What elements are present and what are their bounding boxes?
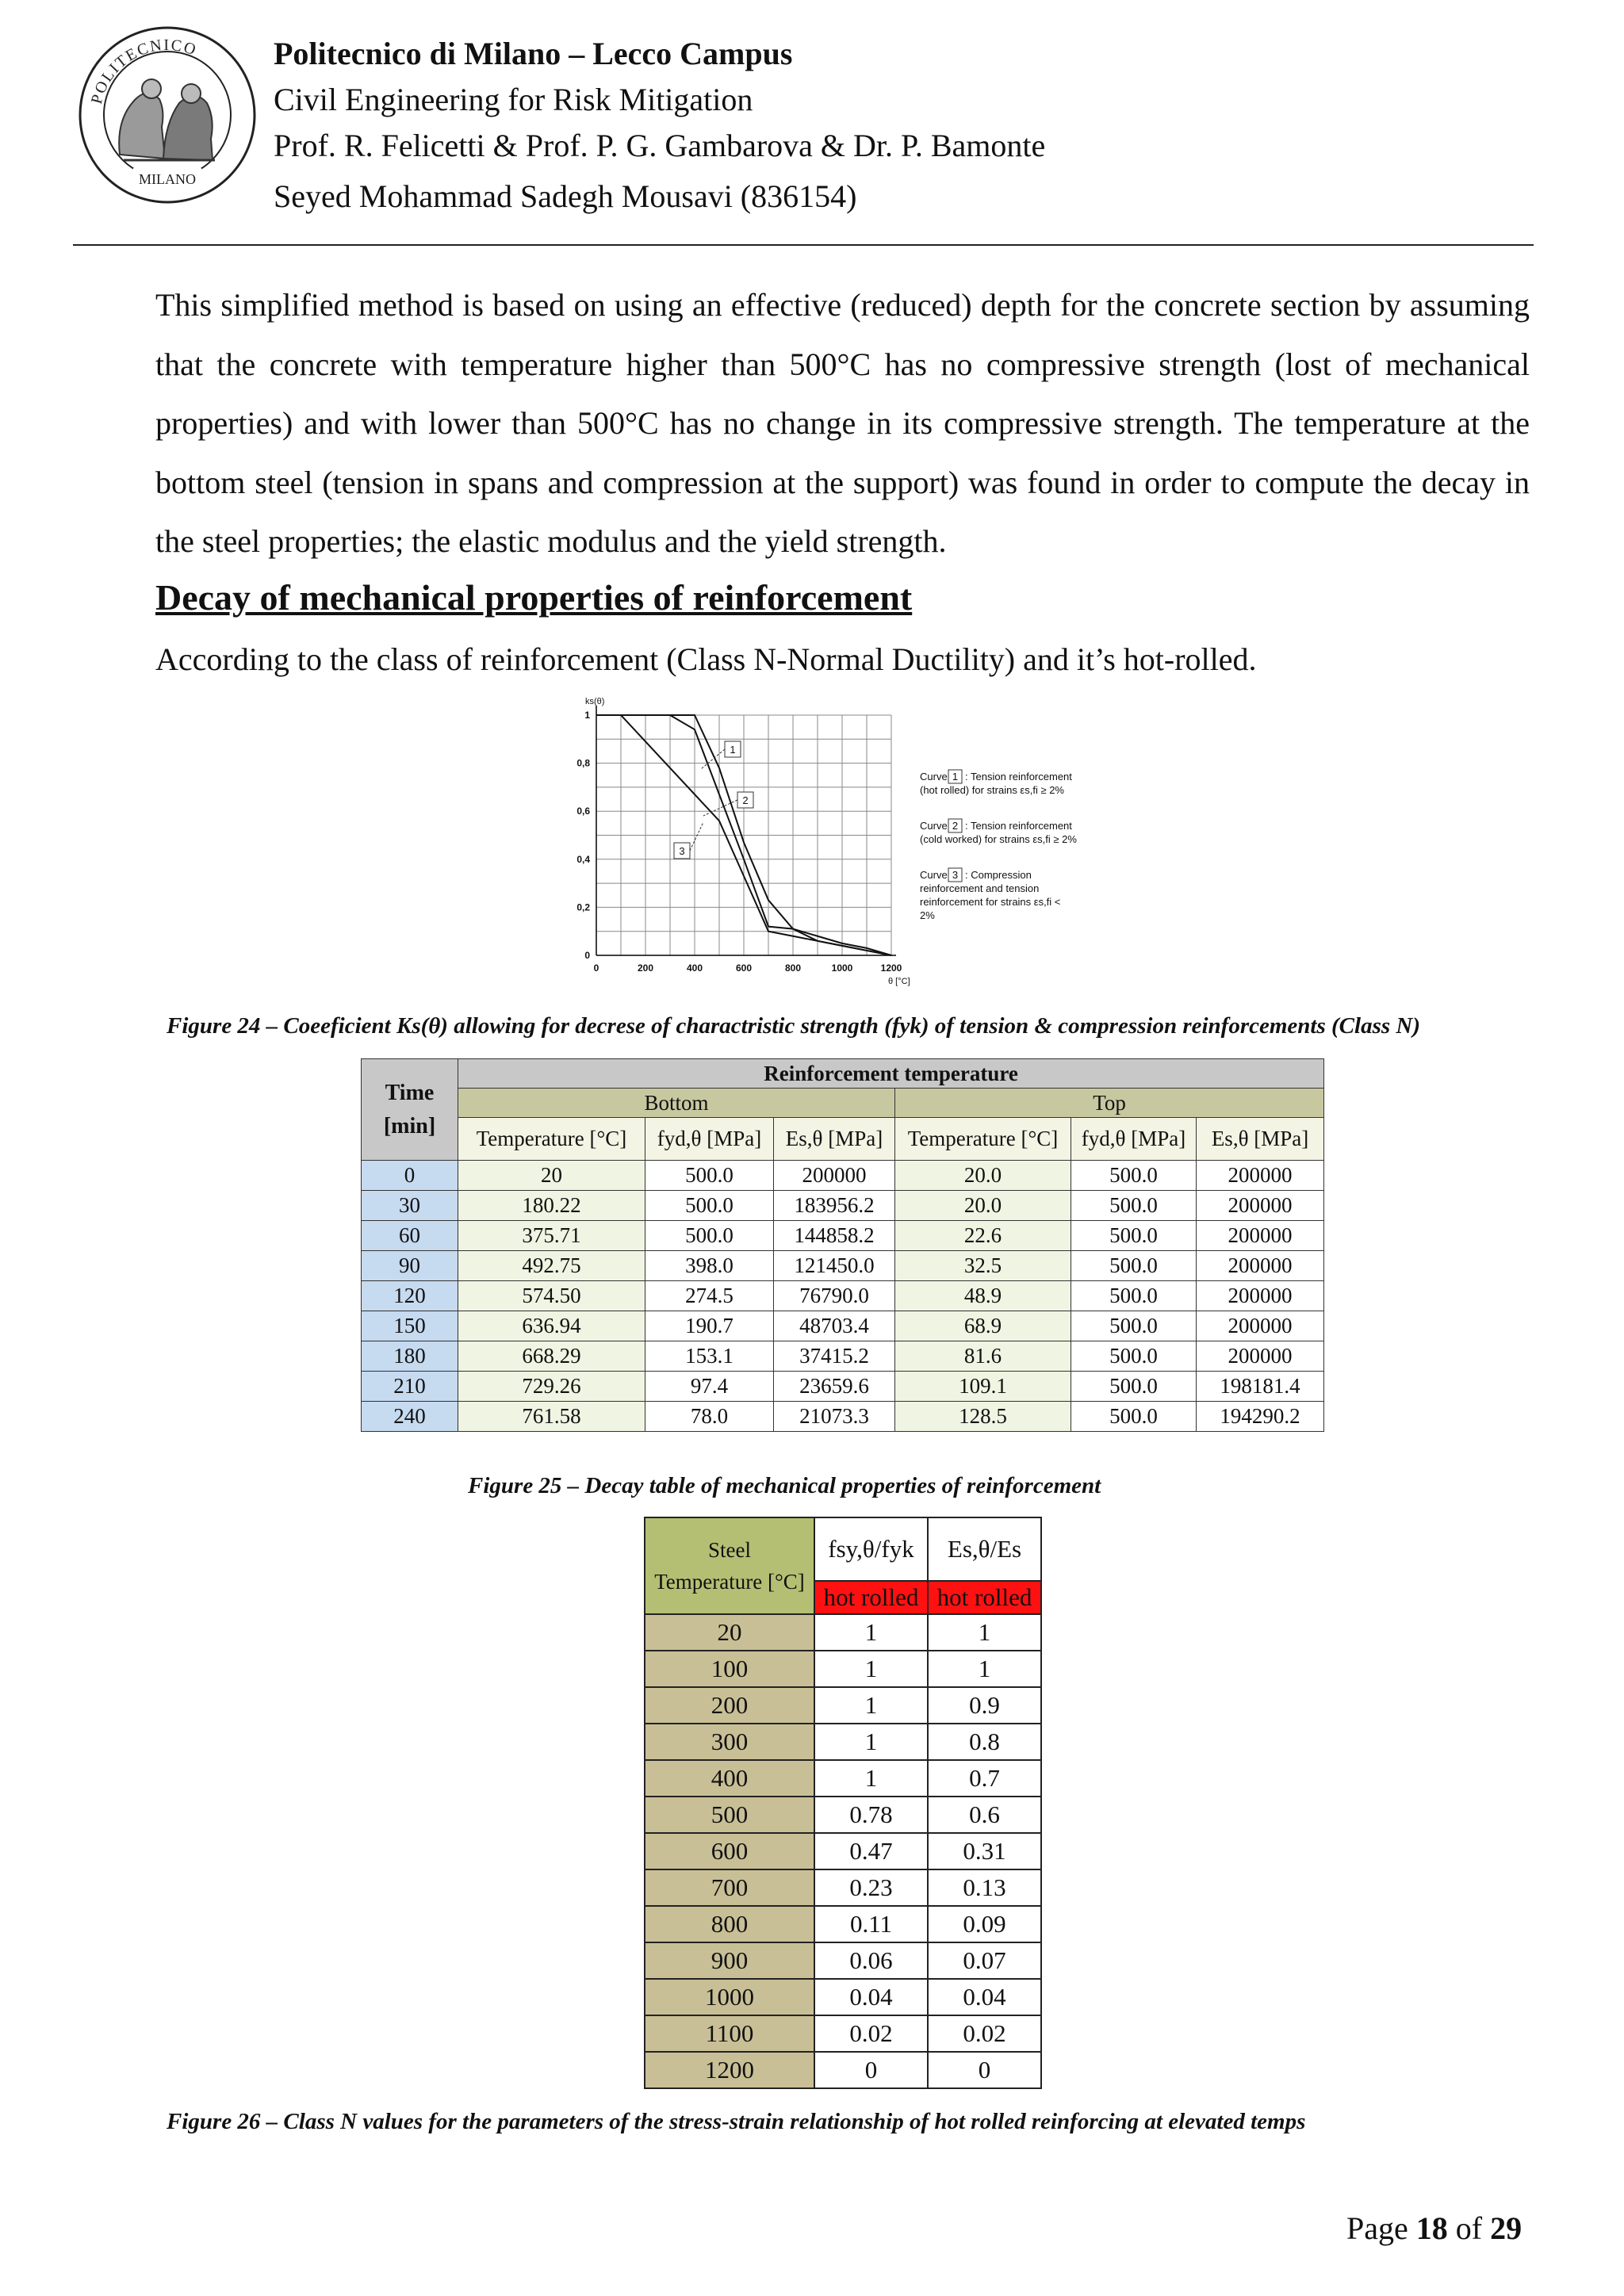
temperature-cell: 600	[645, 1833, 814, 1869]
legend-text: (hot rolled) for strains εs,fi ≥ 2%	[920, 784, 1064, 796]
table-row	[645, 1833, 1041, 1869]
table-cell: 37415.2	[774, 1341, 895, 1372]
temperature-cell: 20	[645, 1614, 814, 1651]
y-tick-label: 0,2	[576, 901, 590, 913]
group-bottom: Bottom	[458, 1089, 895, 1118]
chart-legend	[920, 770, 1077, 921]
table-cell: 22.6	[895, 1221, 1071, 1251]
logo-text-bottom: MILANO	[139, 171, 196, 187]
legend-text: reinforcement and tension	[920, 882, 1040, 894]
table-cell: 76790.0	[774, 1281, 895, 1311]
x-tick-label: 1200	[880, 962, 902, 974]
ratio-cell: 1	[814, 1687, 928, 1724]
table-row	[645, 2015, 1041, 2052]
time-cell: 210	[362, 1372, 458, 1402]
ratio-cell: 0	[928, 2052, 1041, 2088]
table-row	[645, 1614, 1041, 1651]
legend-text: : Tension reinforcement	[965, 820, 1072, 832]
table-cell: 153.1	[645, 1341, 774, 1372]
table-row	[362, 1311, 1324, 1341]
table-row	[362, 1372, 1324, 1402]
time-cell: 30	[362, 1191, 458, 1221]
temperature-cell: 400	[645, 1760, 814, 1797]
table-cell: 198181.4	[1197, 1372, 1324, 1402]
temperature-cell: 800	[645, 1906, 814, 1942]
page-number: Page 18 of 29	[1346, 2210, 1522, 2246]
column-header: fyd,θ [MPa]	[1071, 1118, 1197, 1161]
table-row	[362, 1402, 1324, 1432]
leader-line	[690, 822, 703, 851]
table-row	[645, 1760, 1041, 1797]
y-axis-label: ks(θ)	[585, 697, 605, 706]
table-cell: 500.0	[645, 1191, 774, 1221]
university-seal-logo	[76, 24, 259, 206]
ratio-cell: 0.04	[814, 1979, 928, 2015]
time-cell: 0	[362, 1161, 458, 1191]
table-cell: 128.5	[895, 1402, 1071, 1432]
table-row	[645, 1687, 1041, 1724]
table-row	[645, 1906, 1041, 1942]
steel-temperature-header: Steel Temperature [°C]	[645, 1517, 814, 1614]
ks-theta-chart	[565, 691, 1167, 993]
temperature-cell: 900	[645, 1942, 814, 1979]
header-author: Seyed Mohammad Sadegh Mousavi (836154)	[274, 178, 857, 214]
table-row	[362, 1281, 1324, 1311]
table-row	[645, 2052, 1041, 2088]
table-cell: 500.0	[1071, 1161, 1197, 1191]
table-cell: 20.0	[895, 1161, 1071, 1191]
ratio-cell: 0.9	[928, 1687, 1041, 1724]
intro-paragraph: This simplified method is based on using an effective (reduced) depth for the concrete section by assuming that the concrete with temperature higher than 500°C has no compressive strength (lost of mechanical properties) and with lower than 500°C has no change in its compressive strength. The temperature at the bottom steel (tension in spans and compression at the support) was found in order to compute the decay in the steel properties; the elastic modulus and the yield strength.	[155, 287, 1530, 559]
table-row	[362, 1161, 1324, 1191]
x-tick-label: 1000	[831, 962, 853, 974]
temperature-cell: 100	[645, 1651, 814, 1687]
table-cell: 200000	[1197, 1251, 1324, 1281]
hot-rolled-label: hot rolled	[814, 1581, 928, 1614]
curve-label-2: 2	[742, 794, 749, 806]
time-cell: 180	[362, 1341, 458, 1372]
table-row	[362, 1251, 1324, 1281]
legend-text: 2%	[920, 909, 935, 921]
figure-26-caption: Figure 26 – Class N values for the parameters of the stress-strain relationship of hot rolled reinforcing at elevated temps	[167, 2109, 1306, 2134]
table-cell: 500.0	[1071, 1341, 1197, 1372]
legend-curve-number: 3	[952, 869, 959, 881]
y-tick-label: 0,6	[576, 806, 590, 817]
table-cell: 97.4	[645, 1372, 774, 1402]
table-cell: 200000	[1197, 1311, 1324, 1341]
ratio-cell: 0.06	[814, 1942, 928, 1979]
temperature-cell: 1200	[645, 2052, 814, 2088]
section-heading: Decay of mechanical properties of reinforcement	[155, 577, 913, 618]
x-axis-label: θ [°C]	[888, 977, 910, 986]
table-cell: 636.94	[458, 1311, 645, 1341]
time-cell: 240	[362, 1402, 458, 1432]
legend-curve-number: 1	[952, 771, 959, 783]
time-header: Time [min]	[362, 1059, 458, 1161]
table-cell: 200000	[1197, 1221, 1324, 1251]
figure-24-caption: Figure 24 – Coeeficient Ks(θ) allowing for decrese of charactristic strength (fyk) of tension & compression reinforcements (Class N)	[167, 1013, 1420, 1039]
section-text: According to the class of reinforcement (Class N-Normal Ductility) and it’s hot-rolled.	[155, 641, 1257, 677]
x-tick-label: 200	[637, 962, 654, 974]
table-cell: 21073.3	[774, 1402, 895, 1432]
table-cell: 32.5	[895, 1251, 1071, 1281]
table-cell: 23659.6	[774, 1372, 895, 1402]
table-cell: 500.0	[1071, 1402, 1197, 1432]
ratio-cell: 0.13	[928, 1869, 1041, 1906]
reinforcement-table-title: Reinforcement temperature	[458, 1059, 1324, 1089]
table-cell: 375.71	[458, 1221, 645, 1251]
ratio-cell: 0.6	[928, 1797, 1041, 1833]
ratio-cell: 1	[814, 1760, 928, 1797]
ratio-cell: 0.31	[928, 1833, 1041, 1869]
class-n-values-table	[644, 1517, 1042, 2089]
table-row	[645, 1724, 1041, 1760]
table-row	[645, 1869, 1041, 1906]
table-cell: 48703.4	[774, 1311, 895, 1341]
table-row	[645, 1942, 1041, 1979]
table-cell: 398.0	[645, 1251, 774, 1281]
chart-grid	[596, 715, 891, 955]
table-row	[645, 1797, 1041, 1833]
legend-prefix: Curve	[920, 869, 948, 881]
ratio-cell: 0.02	[814, 2015, 928, 2052]
table-cell: 500.0	[645, 1221, 774, 1251]
table-cell: 183956.2	[774, 1191, 895, 1221]
temperature-cell: 500	[645, 1797, 814, 1833]
temperature-cell: 300	[645, 1724, 814, 1760]
y-tick-label: 0,8	[576, 757, 590, 769]
table-cell: 190.7	[645, 1311, 774, 1341]
table-cell: 200000	[1197, 1341, 1324, 1372]
legend-text: reinforcement for strains εs,fi <	[920, 896, 1061, 908]
ratio-cell: 0.8	[928, 1724, 1041, 1760]
figure-25-caption: Figure 25 – Decay table of mechanical properties of reinforcement	[468, 1473, 1101, 1498]
table-cell: 668.29	[458, 1341, 645, 1372]
table-cell: 574.50	[458, 1281, 645, 1311]
column-header: Es,θ [MPa]	[774, 1118, 895, 1161]
header-program: Civil Engineering for Risk Mitigation	[274, 82, 753, 117]
ratio-cell: 0.78	[814, 1797, 928, 1833]
ratio-cell: 0.7	[928, 1760, 1041, 1797]
column-header: Temperature [°C]	[895, 1118, 1071, 1161]
table-cell: 78.0	[645, 1402, 774, 1432]
table-cell: 492.75	[458, 1251, 645, 1281]
time-cell: 90	[362, 1251, 458, 1281]
ratio-cell: 0	[814, 2052, 928, 2088]
ratio-cell: 1	[928, 1614, 1041, 1651]
table-cell: 500.0	[1071, 1251, 1197, 1281]
table-cell: 81.6	[895, 1341, 1071, 1372]
ratio-cell: 0.04	[928, 1979, 1041, 2015]
table-row	[362, 1341, 1324, 1372]
temperature-cell: 700	[645, 1869, 814, 1906]
y-tick-label: 1	[584, 710, 590, 721]
ratio-cell: 1	[814, 1724, 928, 1760]
header-institution: Politecnico di Milano – Lecco Campus	[274, 36, 793, 71]
temperature-cell: 1100	[645, 2015, 814, 2052]
y-tick-label: 0,4	[576, 853, 590, 865]
table-cell: 500.0	[1071, 1281, 1197, 1311]
header-professors: Prof. R. Felicetti & Prof. P. G. Gambarova & Dr. P. Bamonte	[274, 128, 1046, 163]
curve-label-1: 1	[730, 744, 736, 756]
legend-curve-number: 2	[952, 820, 959, 832]
table-cell: 729.26	[458, 1372, 645, 1402]
es-ratio-header: Es,θ/Es	[928, 1517, 1041, 1581]
time-cell: 120	[362, 1281, 458, 1311]
leader-line	[701, 749, 725, 769]
legend-prefix: Curve	[920, 820, 948, 832]
table-cell: 500.0	[645, 1161, 774, 1191]
ratio-cell: 0.09	[928, 1906, 1041, 1942]
ratio-cell: 0.02	[928, 2015, 1041, 2052]
ratio-cell: 1	[814, 1651, 928, 1687]
time-cell: 60	[362, 1221, 458, 1251]
temperature-cell: 200	[645, 1687, 814, 1724]
ratio-cell: 1	[814, 1614, 928, 1651]
table-cell: 20	[458, 1161, 645, 1191]
table-cell: 500.0	[1071, 1311, 1197, 1341]
table-row	[645, 1979, 1041, 2015]
table-cell: 200000	[1197, 1191, 1324, 1221]
table-cell: 144858.2	[774, 1221, 895, 1251]
time-cell: 150	[362, 1311, 458, 1341]
ratio-cell: 0.23	[814, 1869, 928, 1906]
table-cell: 200000	[1197, 1161, 1324, 1191]
column-header: Es,θ [MPa]	[1197, 1118, 1324, 1161]
group-top: Top	[895, 1089, 1324, 1118]
table-cell: 274.5	[645, 1281, 774, 1311]
temperature-cell: 1000	[645, 1979, 814, 2015]
table-cell: 109.1	[895, 1372, 1071, 1402]
x-tick-label: 600	[735, 962, 753, 974]
reinforcement-temperature-table	[361, 1058, 1324, 1432]
table-cell: 68.9	[895, 1311, 1071, 1341]
ratio-cell: 0.07	[928, 1942, 1041, 1979]
ratio-cell: 1	[928, 1651, 1041, 1687]
legend-prefix: Curve	[920, 771, 948, 783]
legend-text: (cold worked) for strains εs,fi ≥ 2%	[920, 833, 1077, 845]
table-row	[645, 1651, 1041, 1687]
y-tick-label: 0	[584, 950, 590, 961]
x-tick-label: 800	[784, 962, 802, 974]
column-header: fyd,θ [MPa]	[645, 1118, 774, 1161]
column-header: Temperature [°C]	[458, 1118, 645, 1161]
table-cell: 761.58	[458, 1402, 645, 1432]
table-cell: 194290.2	[1197, 1402, 1324, 1432]
table-cell: 500.0	[1071, 1372, 1197, 1402]
fsy-ratio-header: fsy,θ/fyk	[814, 1517, 928, 1581]
legend-text: : Compression	[965, 869, 1032, 881]
table-cell: 180.22	[458, 1191, 645, 1221]
x-tick-label: 0	[593, 962, 599, 974]
table-cell: 121450.0	[774, 1251, 895, 1281]
header-divider	[73, 244, 1534, 246]
table-cell: 200000	[1197, 1281, 1324, 1311]
table-row	[362, 1191, 1324, 1221]
table-cell: 48.9	[895, 1281, 1071, 1311]
table-cell: 200000	[774, 1161, 895, 1191]
legend-text: : Tension reinforcement	[965, 771, 1072, 783]
table-cell: 500.0	[1071, 1221, 1197, 1251]
curve-label-3: 3	[679, 845, 685, 857]
chart-curve-labels	[674, 741, 753, 859]
hot-rolled-label: hot rolled	[928, 1581, 1041, 1614]
x-tick-label: 400	[686, 962, 703, 974]
table-cell: 20.0	[895, 1191, 1071, 1221]
logo-text-top: POLITECNICO	[87, 36, 200, 106]
ratio-cell: 0.47	[814, 1833, 928, 1869]
ratio-cell: 0.11	[814, 1906, 928, 1942]
chart-axes	[596, 706, 896, 955]
table-cell: 500.0	[1071, 1191, 1197, 1221]
table-row	[362, 1221, 1324, 1251]
